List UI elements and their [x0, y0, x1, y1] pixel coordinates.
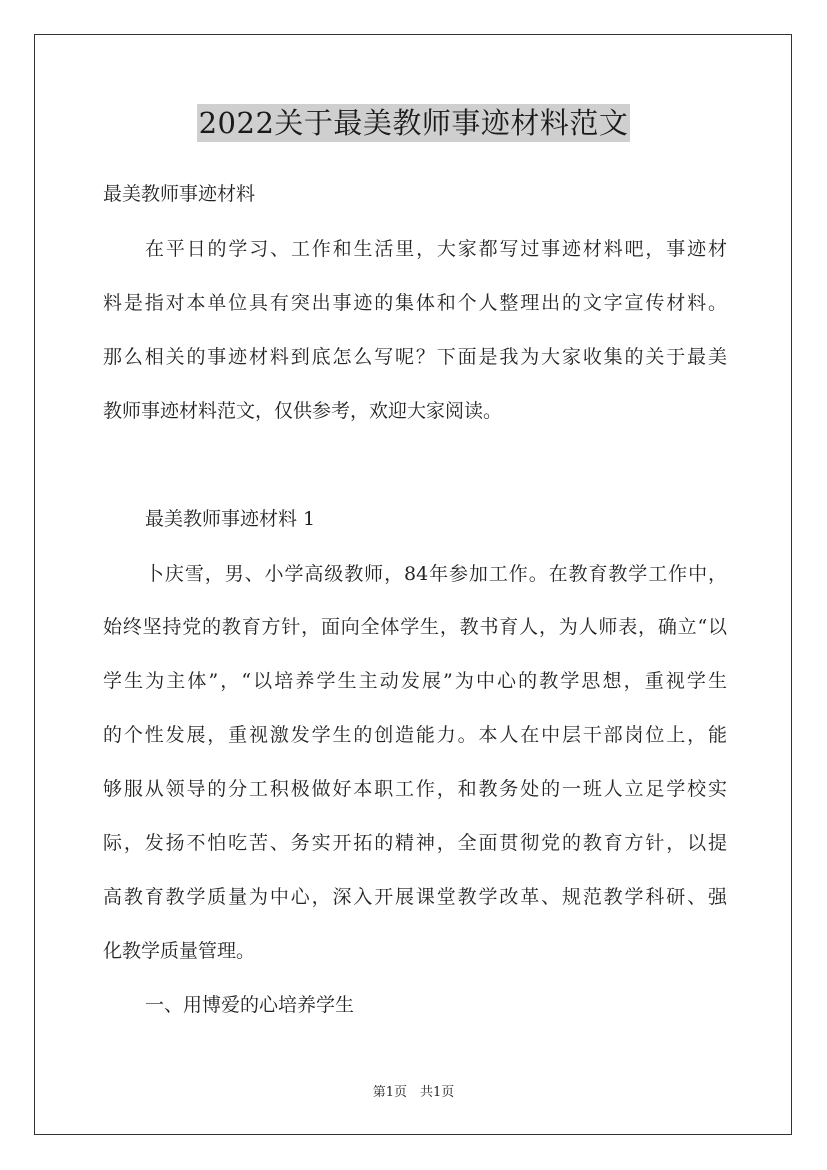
body-line-4: 的个性发展，重视激发学生的创造能力。本人在中层干部岗位上，能: [103, 724, 727, 746]
intro-line-3: 那么相关的事迹材料到底怎么写呢？下面是我为大家收集的关于最美: [103, 346, 727, 368]
document-subtitle: 最美教师事迹材料: [103, 183, 256, 205]
section-heading: 最美教师事迹材料 1: [145, 508, 316, 530]
body-line-6: 际，发扬不怕吃苦、务实开拓的精神，全面贯彻党的教育方针，以提: [103, 832, 727, 854]
document-title: 2022关于最美教师事迹材料范文: [198, 106, 629, 140]
page-footer: 第1页 共1页: [372, 1085, 455, 1100]
title-container: [0, 104, 827, 142]
body-line-7: 高教育教学质量为中心，深入开展课堂教学改革、规范教学科研、强: [103, 886, 727, 908]
body-line-2: 始终坚持党的教育方针，面向全体学生，教书育人，为人师表，确立“以: [103, 616, 727, 638]
body-line-5: 够服从领导的分工积极做好本职工作，和教务处的一班人立足学校实: [103, 778, 727, 800]
body-line-8: 化教学质量管理。: [103, 940, 256, 962]
intro-line-4: 教师事迹材料范文，仅供参考，欢迎大家阅读。: [103, 400, 503, 422]
subheading: 一、用博爱的心培养学生: [145, 994, 355, 1016]
intro-line-2: 料是指对本单位具有突出事迹的集体和个人整理出的文字宣传材料。: [103, 292, 727, 314]
body-line-1: 卜庆雪，男、小学高级教师，84年参加工作。在教育教学工作中，: [145, 563, 727, 585]
body-line-3: 学生为主体”，“以培养学生主动发展”为中心的教学思想，重视学生: [103, 670, 727, 692]
intro-line-1: 在平日的学习、工作和生活里，大家都写过事迹材料吧，事迹材: [145, 238, 727, 260]
